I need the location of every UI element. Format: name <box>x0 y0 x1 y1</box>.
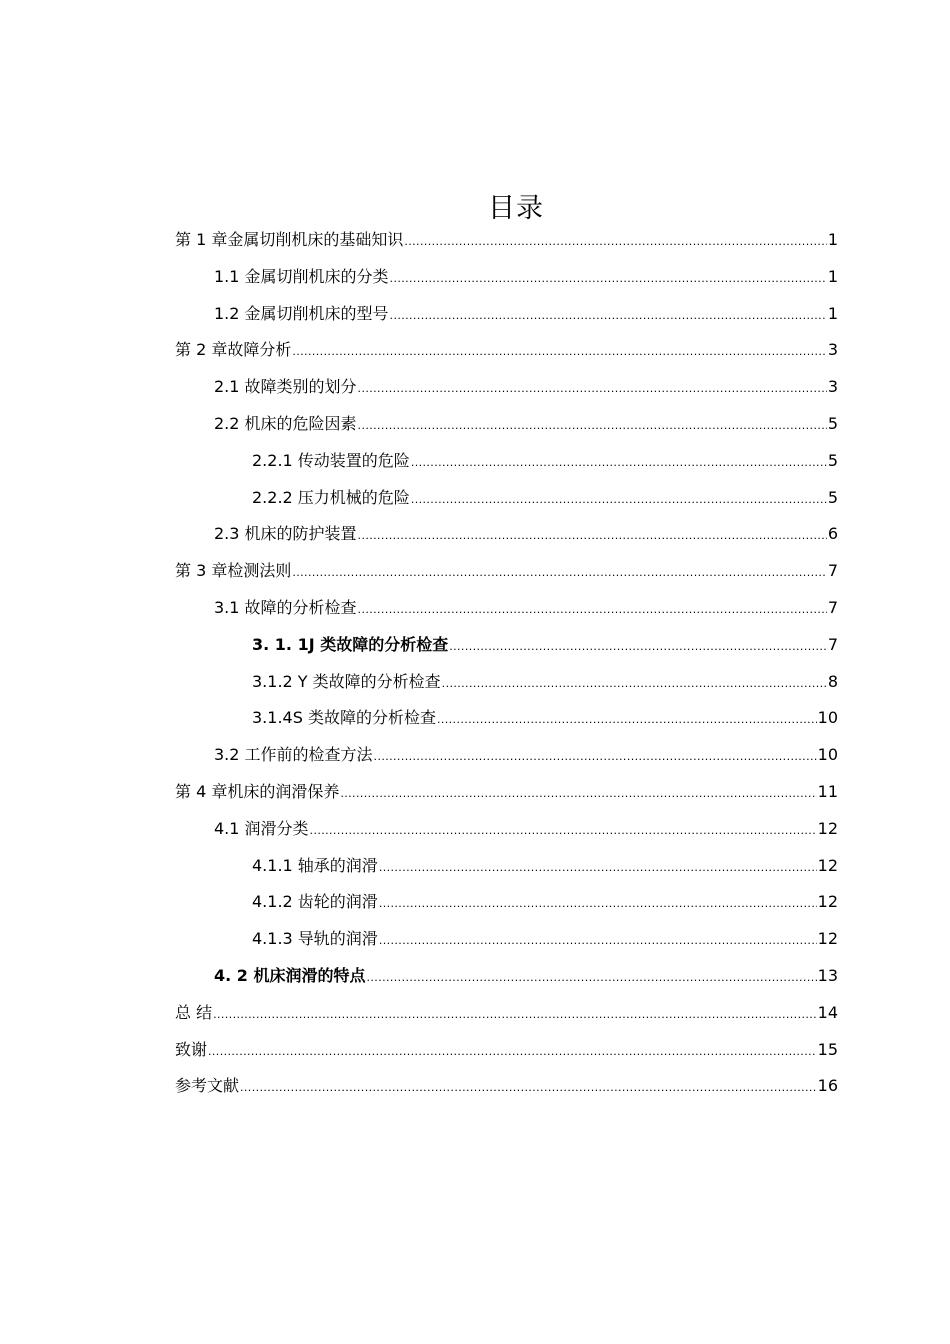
toc-entry-label: 1.2 金属切削机床的型号 <box>214 303 389 323</box>
dot-leader <box>367 960 817 997</box>
dot-leader <box>379 886 817 923</box>
toc-entry-label: 第 4 章机床的润滑保养 <box>175 781 340 801</box>
toc-entry-page-number: 7 <box>827 634 838 654</box>
dot-leader <box>437 702 817 739</box>
toc-entry[interactable] <box>175 995 838 1032</box>
dot-leader <box>358 592 827 629</box>
toc-entry-page-number: 16 <box>817 1076 838 1096</box>
toc-entry-page-number: 7 <box>827 597 838 617</box>
toc-entry[interactable] <box>175 296 838 333</box>
dot-leader <box>449 629 827 666</box>
dot-leader <box>310 813 817 850</box>
toc-entry-page-number: 15 <box>817 1039 838 1059</box>
dot-leader <box>390 298 827 335</box>
toc-entry[interactable] <box>175 406 838 443</box>
toc-entry-page-number: 10 <box>817 708 838 728</box>
toc-entry-label: 3.2 工作前的检查方法 <box>214 745 373 765</box>
toc-entry[interactable] <box>175 627 838 664</box>
toc-entry[interactable] <box>175 222 838 259</box>
toc-entry[interactable] <box>175 848 838 885</box>
dot-leader <box>390 261 827 298</box>
toc-entry-label: 第 2 章故障分析 <box>175 340 292 360</box>
toc-entry[interactable] <box>175 700 838 737</box>
toc-entry-page-number: 11 <box>817 781 838 801</box>
dot-leader <box>208 1034 817 1071</box>
toc-entry[interactable] <box>175 774 838 811</box>
toc-entry-label: 4.1.1 轴承的润滑 <box>252 855 378 875</box>
toc-entry-page-number: 3 <box>827 340 838 360</box>
toc-entry[interactable] <box>175 664 838 701</box>
dot-leader <box>340 776 816 813</box>
toc-entry-page-number: 13 <box>817 965 838 985</box>
toc-entry-label: 总 结 <box>175 1002 213 1022</box>
toc-entry[interactable] <box>175 921 838 958</box>
toc-entry-label: 2.2.2 压力机械的危险 <box>252 487 410 507</box>
toc-entry-label: 4.1 润滑分类 <box>214 818 309 838</box>
toc-entry-page-number: 3 <box>827 377 838 397</box>
toc-entry-label: 3.1.2 Y 类故障的分析检查 <box>252 671 441 691</box>
toc-entry-label: 4.1.2 齿轮的润滑 <box>252 892 378 912</box>
toc-entry-label: 3. 1. 1J 类故障的分析检查 <box>252 634 449 654</box>
toc-entry-label: 2.2.1 传动装置的危险 <box>252 450 410 470</box>
dot-leader <box>442 666 827 703</box>
toc-entry-label: 参考文献 <box>175 1076 240 1096</box>
dot-leader <box>358 371 827 408</box>
toc-entry-page-number: 5 <box>827 450 838 470</box>
dot-leader <box>411 482 827 519</box>
toc-entry-page-number: 12 <box>817 855 838 875</box>
toc-entry[interactable] <box>175 737 838 774</box>
dot-leader <box>240 1070 817 1107</box>
dot-leader <box>411 445 827 482</box>
toc-entry-page-number: 5 <box>827 487 838 507</box>
dot-leader <box>358 408 827 445</box>
toc-entry[interactable] <box>175 958 838 995</box>
dot-leader <box>358 518 827 555</box>
toc-entry[interactable] <box>175 332 838 369</box>
toc-entry[interactable] <box>175 259 838 296</box>
toc-entry[interactable] <box>175 884 838 921</box>
dot-leader <box>213 997 817 1034</box>
dot-leader <box>379 923 817 960</box>
table-of-contents <box>175 222 838 1105</box>
toc-entry[interactable] <box>175 1068 838 1105</box>
toc-entry-page-number: 8 <box>827 671 838 691</box>
toc-entry[interactable] <box>175 1032 838 1069</box>
toc-entry-label: 4.1.3 导轨的润滑 <box>252 929 378 949</box>
toc-entry-page-number: 1 <box>827 266 838 286</box>
toc-entry[interactable] <box>175 553 838 590</box>
toc-entry-label: 第 1 章金属切削机床的基础知识 <box>175 230 404 249</box>
toc-entry-label: 3.1 故障的分析检查 <box>214 597 357 617</box>
toc-title: 目录 <box>488 193 544 225</box>
toc-entry-label: 1.1 金属切削机床的分类 <box>214 266 389 286</box>
toc-entry[interactable] <box>175 516 838 553</box>
toc-entry-label: 致谢 <box>175 1039 208 1059</box>
dot-leader <box>292 334 826 371</box>
dot-leader <box>379 850 817 887</box>
toc-entry-page-number: 1 <box>827 303 838 323</box>
toc-entry-page-number: 6 <box>827 524 838 544</box>
toc-entry-label: 4. 2 机床润滑的特点 <box>214 965 366 985</box>
toc-entry[interactable] <box>175 811 838 848</box>
dot-leader <box>292 555 826 592</box>
toc-entry-label: 2.2 机床的危险因素 <box>214 413 357 433</box>
toc-entry[interactable] <box>175 369 838 406</box>
toc-entry-label: 2.3 机床的防护装置 <box>214 524 357 544</box>
dot-leader <box>404 224 826 261</box>
toc-entry-page-number: 10 <box>817 745 838 765</box>
toc-entry-page-number: 7 <box>827 561 838 581</box>
toc-entry-label: 2.1 故障类别的划分 <box>214 377 357 397</box>
toc-entry[interactable] <box>175 443 838 480</box>
toc-entry-page-number: 14 <box>817 1002 838 1022</box>
dot-leader <box>374 739 817 776</box>
toc-entry-page-number: 5 <box>827 413 838 433</box>
toc-entry-page-number: 12 <box>817 818 838 838</box>
toc-entry-label: 3.1.4S 类故障的分析检查 <box>252 708 436 728</box>
toc-entry-page-number: 12 <box>817 892 838 912</box>
toc-entry-page-number: 1 <box>827 230 838 249</box>
toc-entry[interactable] <box>175 590 838 627</box>
toc-entry-label: 第 3 章检测法则 <box>175 561 292 581</box>
toc-entry[interactable] <box>175 480 838 517</box>
toc-entry-page-number: 12 <box>817 929 838 949</box>
